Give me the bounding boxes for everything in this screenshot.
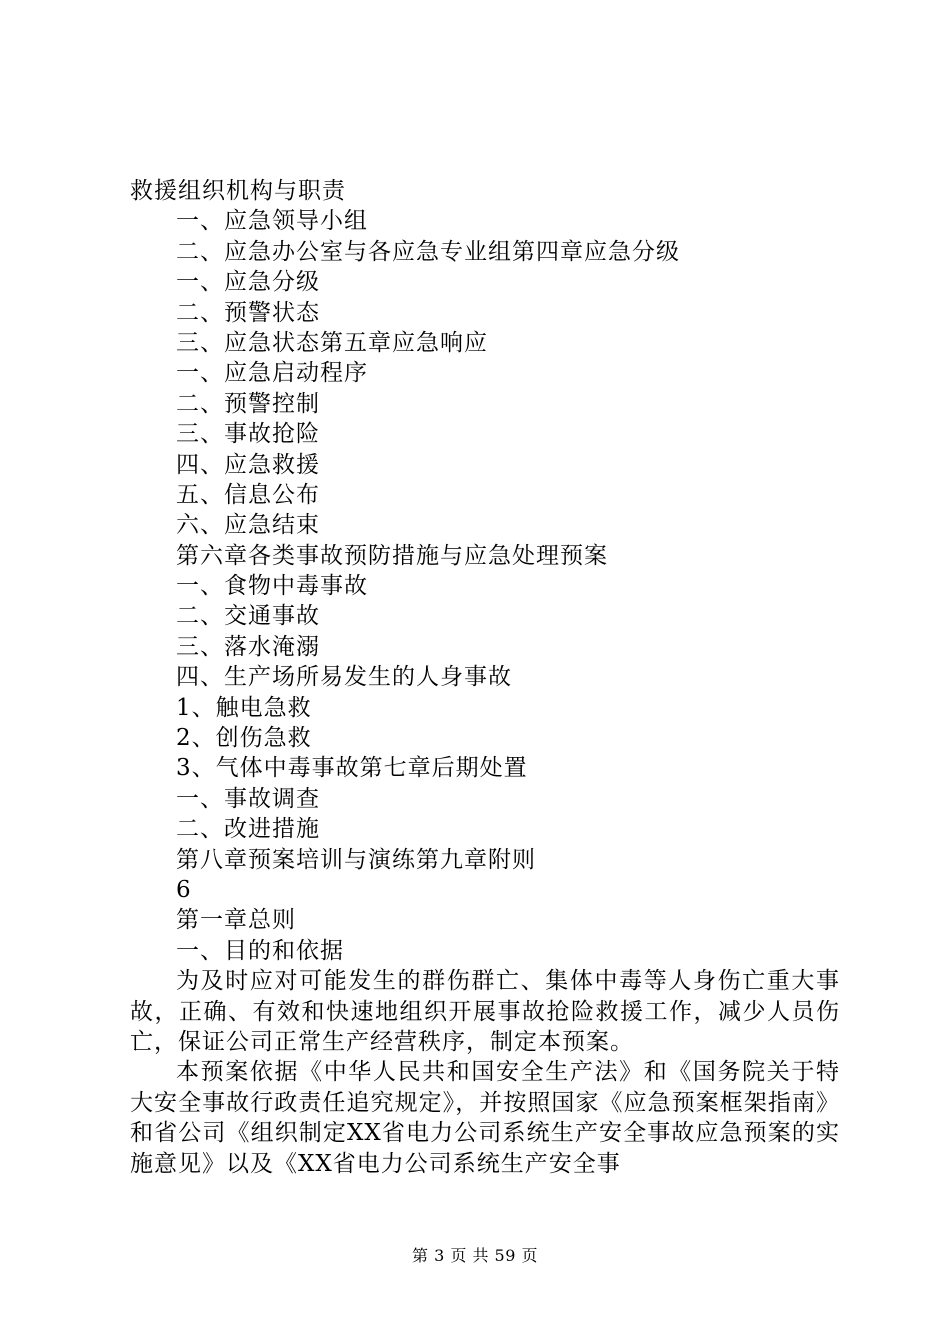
outline-line: 3、气体中毒事故第七章后期处置 — [176, 755, 528, 782]
body-paragraphs — [130, 966, 840, 1179]
outline-line: 一、应急启动程序 — [176, 360, 368, 387]
outline-line: 二、预警状态 — [176, 299, 320, 326]
outline-line: 一、应急分级 — [176, 269, 320, 296]
outline-line: 一、目的和依据 — [176, 937, 344, 964]
outline-line: 一、食物中毒事故 — [176, 573, 368, 600]
outline-line: 二、应急办公室与各应急专业组第四章应急分级 — [176, 238, 680, 265]
outline-line: 二、交通事故 — [176, 603, 320, 630]
outline-line: 三、应急状态第五章应急响应 — [176, 329, 488, 356]
outline-line: 六、应急结束 — [176, 512, 320, 539]
outline-line: 一、事故调查 — [176, 785, 320, 812]
outline-line: 第一章总则 — [176, 907, 296, 934]
outline-line: 五、信息公布 — [176, 481, 320, 508]
outline-line: 第八章预案培训与演练第九章附则 — [176, 846, 536, 873]
page-footer: 第 3 页 共 59 页 — [412, 1246, 538, 1265]
outline-line: 6 — [176, 876, 192, 903]
outline-line: 四、生产场所易发生的人身事故 — [176, 664, 512, 691]
document-body — [130, 176, 840, 1179]
outline-line: 一、应急领导小组 — [176, 208, 368, 235]
outline-line: 救援组织机构与职责 — [130, 178, 346, 204]
outline-line: 三、事故抢险 — [176, 421, 320, 448]
outline-line: 二、改进措施 — [176, 816, 320, 843]
body-paragraph: 为及时应对可能发生的群伤群亡、集体中毒等人身伤亡重大事故，正确、有效和快速地组织开展事故抢险救援工作，减少人员伤亡，保证公司正常生产经营秩序，制定本预案。 — [130, 968, 840, 1055]
outline-line: 二、预警控制 — [176, 390, 320, 417]
outline-line: 三、落水淹溺 — [176, 633, 320, 660]
outline-line: 第六章各类事故预防措施与应急处理预案 — [176, 542, 608, 569]
outline-lines — [130, 176, 840, 966]
outline-line: 1、触电急救 — [176, 694, 312, 721]
body-paragraph: 本预案依据《中华人民共和国安全生产法》和《国务院关于特大安全事故行政责任追究规定》，并按照国家《应急预案框架指南》和省公司《组织制定XX省电力公司系统生产安全事故应急预案的实施意见》以及《XX省电力公司系统生产安全事 — [130, 1059, 840, 1177]
outline-line: 2、创伤急救 — [176, 725, 312, 752]
outline-line: 四、应急救援 — [176, 451, 320, 478]
